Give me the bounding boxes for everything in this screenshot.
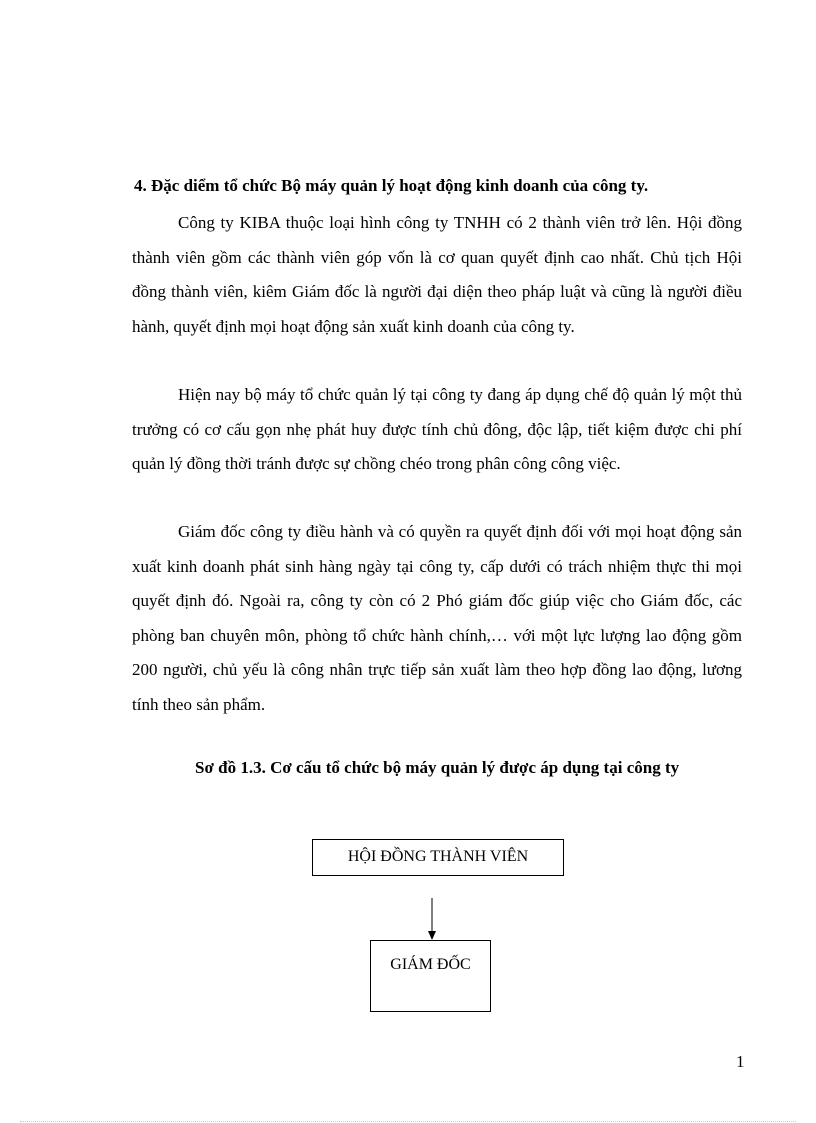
page-number: 1 (736, 1052, 745, 1071)
section-heading: 4. Đặc diểm tổ chức Bộ máy quản lý hoạt động kinh doanh của công ty. (134, 176, 649, 195)
arrow-head-icon (428, 931, 436, 940)
paragraph-company-type: Công ty KIBA thuộc loại hình công ty TNHH có 2 thành viên trở lên. Hội đồng thành viên gồm các thành viên góp vốn là cơ quan quyết định cao nhất. Chủ tịch Hội đồng thành viên, kiêm Giám đốc là người đại diện theo pháp luật và cũng là người điều hành, quyết định mọi hoạt động sản xuất kinh doanh của công ty. (132, 213, 742, 336)
paragraph-director-role: Giám đốc công ty điều hành và có quyền ra quyết định đối với mọi hoạt động sản xuất kinh doanh phát sinh hàng ngày tại công ty, cấp dưới có trách nhiệm thực thi mọi quyết định đó. Ngoài ra, công ty còn có 2 Phó giám đốc giúp việc cho Giám đốc, các phòng ban chuyên môn, phòng tổ chức hành chính,… với một lực lượng lao động gồm 200 người, chủ yếu là công nhân trực tiếp sản xuất làm theo hợp đồng lao động, lương tính theo sản phẩm. (132, 522, 742, 714)
paragraph-management-structure: Hiện nay bộ máy tổ chức quản lý tại công ty đang áp dụng chế độ quản lý một thủ trưởng có cơ cấu gọn nhẹ phát huy được tính chủ đông, độc lập, tiết kiệm được chi phí quản lý đồng thời tránh được sự chồng chéo trong phân công công việc. (132, 385, 742, 473)
org-connector-arrow (426, 898, 438, 942)
diagram-title: Sơ đồ 1.3. Cơ cấu tổ chức bộ máy quản lý được áp dụng tại công ty (195, 758, 680, 777)
org-node-director: GIÁM ĐỐC (370, 940, 491, 1012)
org-node-board: HỘI ĐỒNG THÀNH VIÊN (312, 839, 564, 876)
page-bottom-rule (20, 1121, 796, 1122)
